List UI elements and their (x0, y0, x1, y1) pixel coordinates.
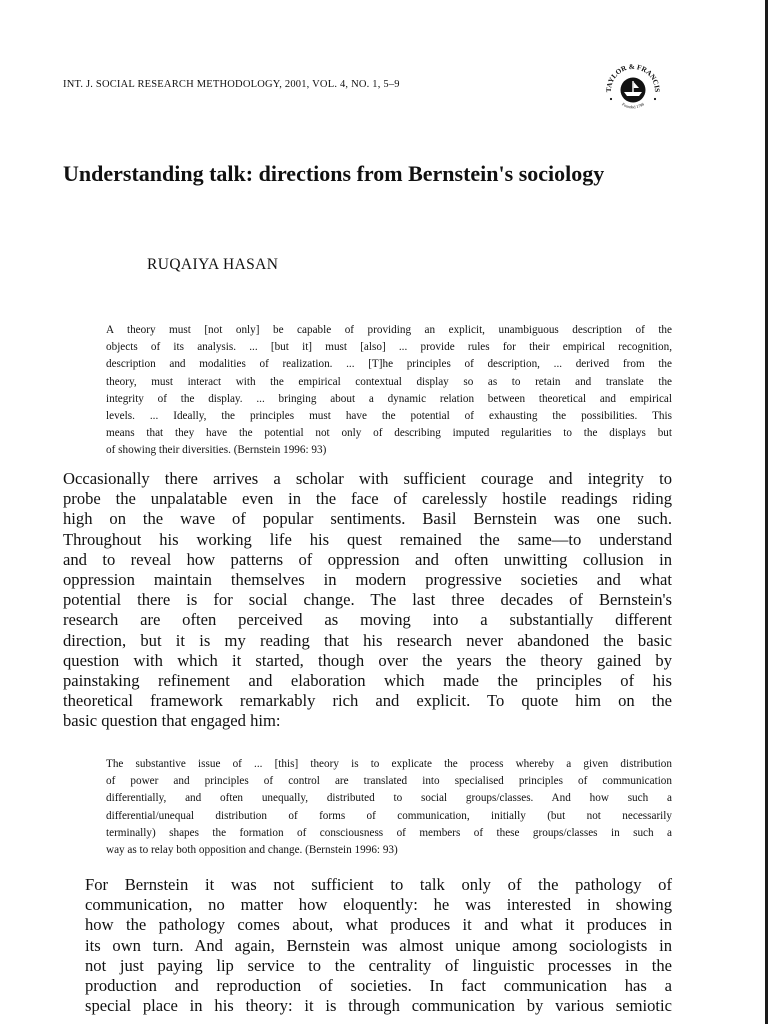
quote-line: differentially, and often unequally, distributed to social groups/classes. And how such a (106, 792, 672, 805)
svg-text:Founded 1798 (621, 102, 645, 110)
quote-line: of power and principles of control are translated into specialised principles of communication (106, 775, 672, 788)
epigraph-line: A theory must [not only] be capable of providing an explicit, unambiguous description of the (106, 324, 672, 336)
paragraph-line: question with which it started, though over the years the theory gained by (63, 650, 672, 670)
author-name: RUQAIYA HASAN (147, 256, 279, 273)
paragraph-line: special place in his theory: it is through communication by various semiotic (85, 996, 672, 1016)
logo-arc-text-bottom: Founded 1798 (621, 101, 645, 110)
paragraph-line: its own turn. And again, Bernstein was almost unique among sociologists in (85, 935, 672, 955)
paragraph-line: probe the unpalatable even in the face of carelessly hostile readings riding (63, 489, 672, 509)
paragraph-line: high on the wave of popular sentiments. Basil Bernstein was one such. (63, 509, 672, 529)
quote-line: The substantive issue of ... [this] theory is to explicate the process whereby a given distribution (106, 758, 672, 770)
body-paragraph-2 (63, 875, 672, 1016)
taylor-francis-seal-icon (602, 55, 664, 117)
paragraph-line: Occasionally there arrives a scholar with sufficient courage and integrity to (63, 469, 672, 488)
logo-arc-text-top: TAYLOR & FRANCIS (604, 62, 662, 93)
paragraph-line: production and reproduction of societies. In fact communication has a (85, 976, 672, 996)
running-head: INT. J. SOCIAL RESEARCH METHODOLOGY, 2001, VOL. 4, NO. 1, 5–9 (63, 79, 400, 90)
article-title: Understanding talk: directions from Bernstein's sociology (63, 161, 605, 186)
paragraph-line: theoretical framework remarkably rich and explicit. To quote him on the (63, 691, 672, 711)
paragraph-line: research are often perceived as moving into a substantially different (63, 610, 672, 630)
quote-line: terminally) shapes the formation of consciousness of members of these groups/classes in such a (106, 826, 672, 839)
quote-line: way as to relay both opposition and change. (Bernstein 1996: 93) (106, 844, 398, 857)
paragraph-line: direction, but it is my reading that his research never abandoned the basic (63, 630, 672, 650)
paragraph-line: oppression maintain themselves in modern progressive societies and what (63, 570, 672, 590)
paragraph-line: For Bernstein it was not sufficient to talk only of the pathology of (85, 875, 672, 894)
paragraph-line: and to reveal how patterns of oppression and often unwitting collusion in (63, 549, 672, 569)
epigraph-line: theory, must interact with the empirical contextual display so as to retain and translate the (106, 375, 672, 388)
epigraph-line: integrity of the display. ... bringing about a dynamic relation between theoretical and empirical (106, 392, 672, 405)
paragraph-line: Throughout his working life his quest remained the same—to understand (63, 529, 672, 549)
epigraph-line: objects of its analysis. ... [but it] must [also] ... provide rules for their empirical recognition, (106, 341, 672, 354)
epigraph-line: description and modalities of realization. ... [T]he principles of description, ... derived from the (106, 358, 672, 371)
epigraph-line: of showing their diversities. (Bernstein 1996: 93) (106, 444, 327, 457)
paragraph-line: how the pathology comes about, what produces it and what it produces in (85, 915, 672, 935)
paragraph-line: potential there is for social change. The last three decades of Bernstein's (63, 590, 672, 610)
body-paragraph-1 (63, 469, 672, 732)
epigraph-line: means that they have the potential not only of describing imputed regularities to the displays but (106, 427, 672, 440)
block-quote (106, 756, 672, 859)
paragraph-line: communication, no matter how eloquently: he was interested in showing (85, 895, 672, 915)
paragraph-line: basic question that engaged him: (63, 711, 281, 731)
epigraph-line: levels. ... Ideally, the principles must have the potential of exhausting the possibilities. This (106, 410, 672, 423)
epigraph-quote (106, 322, 672, 460)
paragraph-line: not just paying lip service to the centrality of linguistic processes in the (85, 955, 672, 975)
quote-line: differential/unequal distribution of forms of communication, initially (but not necessarily (106, 809, 672, 822)
paragraph-line: painstaking refinement and elaboration which made the principles of his (63, 671, 672, 691)
